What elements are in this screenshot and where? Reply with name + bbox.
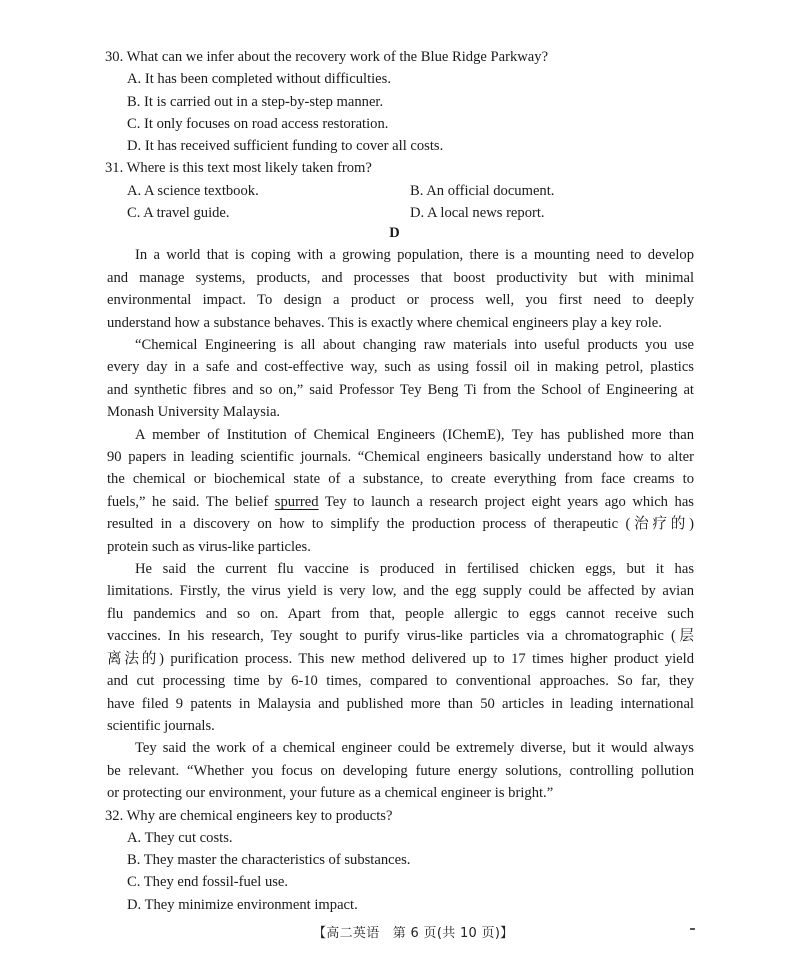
passage-line: In a world that is coping with a growing population, there is a mounting need to develop: [135, 247, 694, 264]
option-a: A. It has been completed without difficulties.: [127, 71, 391, 88]
underlined-word: spurred: [274, 493, 319, 510]
passage-line: vaccines. In his research, Tey sought to purify virus-like particles via a chromatographic (层: [107, 628, 694, 645]
paragraph-4: [107, 558, 694, 737]
passage-line: understand how a substance behaves. This is exactly where chemical engineers play a key role.: [107, 314, 662, 331]
question-stem: 31. Where is this text most likely taken from?: [105, 160, 372, 177]
passage-line: protein such as virus-like particles.: [107, 538, 311, 555]
passage-line: limitations. Firstly, the virus yield is very low, and the egg supply could be affected by avian: [107, 583, 694, 600]
passage-line: flu pandemics and so on. Apart from that, people allergic to eggs cannot receive such: [107, 605, 694, 622]
passage-line: “Chemical Engineering is all about changing raw materials into useful products you use: [135, 337, 694, 353]
option-b: B. It is carried out in a step-by-step manner.: [127, 93, 384, 110]
passage-line: every day in a safe and cost-effective way, such as using fossil oil in making petrol, plastics: [107, 359, 694, 376]
paragraph-5: [107, 737, 694, 804]
passage-line: He said the current flu vaccine is produced in fertilised chicken eggs, but it has: [135, 561, 694, 578]
question-stem: 32. Why are chemical engineers key to products?: [105, 807, 393, 824]
passage-line: have filed 9 patents in Malaysia and published more than 50 articles in leading international: [107, 695, 694, 712]
option-grid: [107, 180, 694, 225]
passage-line: be relevant. “Whether you focus on developing future energy solutions, controlling pollution: [107, 762, 694, 779]
passage: [107, 244, 694, 804]
page-footer: 【高二英语 第 6 页(共 10 页)】: [313, 926, 514, 941]
passage-line: or protecting our environment, your future as a chemical engineer is bright.”: [107, 785, 554, 802]
paragraph-2: [107, 334, 694, 424]
passage-line: A member of Institution of Chemical Engineers (IChemE), Tey has published more than: [135, 426, 694, 443]
section-heading: D: [389, 225, 400, 242]
paragraph-1: [107, 244, 694, 334]
passage-line: 90 papers in leading scientific journals. “Chemical engineers basically understand how to alter: [107, 449, 694, 466]
passage-line: and synthetic fibres and so on,” said Professor Tey Beng Ti from the School of Engineering at: [107, 381, 694, 398]
option-d: D. A local news report.: [410, 205, 545, 222]
passage-line: Tey said the work of a chemical engineer could be extremely diverse, but it would always: [135, 740, 694, 757]
question-31: [107, 157, 694, 224]
question-stem: 30. What can we infer about the recovery work of the Blue Ridge Parkway?: [105, 49, 549, 65]
option-c: C. It only focuses on road access restoration.: [127, 115, 389, 132]
option-d: D. They minimize environment impact.: [127, 896, 358, 913]
option-d: D. It has received sufficient funding to cover all costs.: [127, 138, 444, 155]
passage-text: Tey to launch a research project eight years ago which has: [318, 493, 694, 510]
option-a: A. They cut costs.: [127, 829, 233, 846]
question-30: [107, 46, 694, 157]
question-32: [107, 805, 694, 916]
passage-text: fuels,” he said. The belief: [107, 493, 275, 510]
passage-line: environmental impact. To design a product or process well, you first need to deeply: [107, 292, 694, 309]
option-b: B. They master the characteristics of substances.: [127, 852, 411, 869]
passage-line: Monash University Malaysia.: [107, 404, 281, 421]
option-b: B. An official document.: [410, 182, 555, 199]
paragraph-3: [107, 424, 694, 558]
passage-line: the chemical or biochemical state of a substance, to create everything from face creams to: [107, 471, 694, 488]
passage-line: and manage systems, products, and processes that boost productivity but with minimal: [107, 269, 694, 286]
passage-line: [107, 491, 694, 513]
passage-line: 离法的) purification process. This new method delivered up to 17 times higher product yield: [107, 650, 694, 667]
option-c: C. They end fossil-fuel use.: [127, 874, 289, 891]
passage-line: and cut processing time by 6-10 times, compared to conventional approaches. So far, they: [107, 673, 694, 690]
passage-line: scientific journals.: [107, 717, 215, 734]
option-c: C. A travel guide.: [127, 205, 230, 222]
passage-line: resulted in a discovery on how to simplify the production process of therapeutic (治疗的): [107, 516, 694, 533]
footer-mark: [690, 928, 695, 930]
option-a: A. A science textbook.: [127, 182, 259, 199]
exam-page: [107, 46, 694, 916]
